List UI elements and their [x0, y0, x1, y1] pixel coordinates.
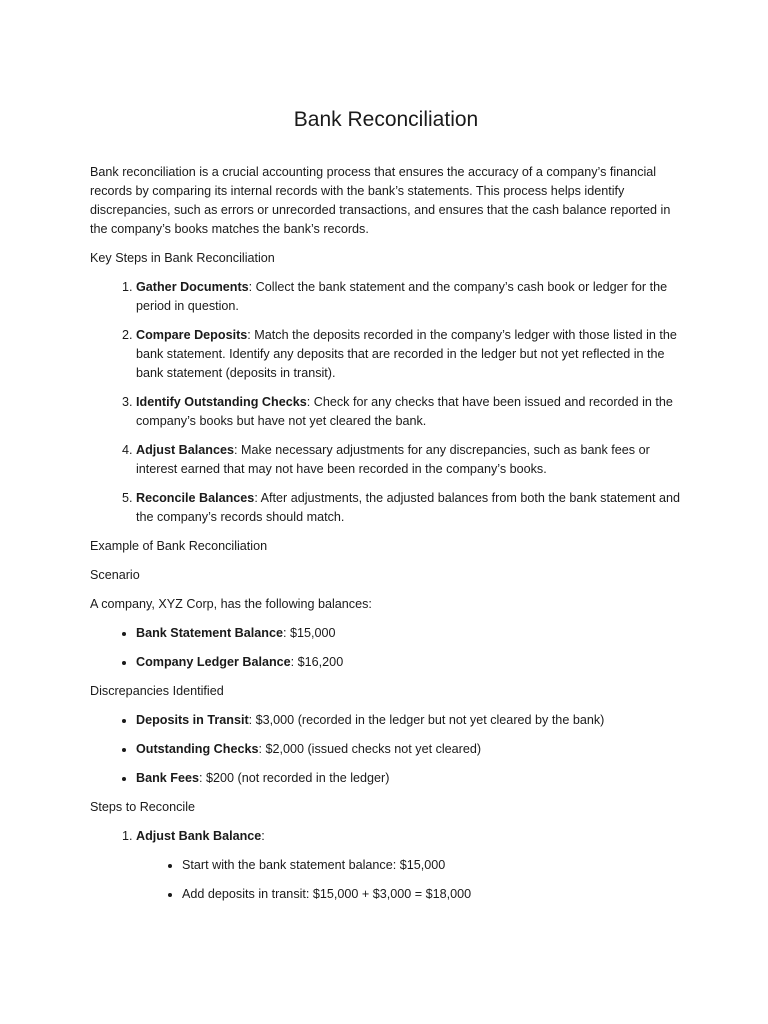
key-step-item: [136, 393, 682, 431]
reconcile-steps-list: [90, 827, 682, 904]
discrepancies-list: [90, 711, 682, 788]
key-step-term: Compare Deposits: [136, 328, 248, 342]
reconcile-step-term: Adjust Bank Balance: [136, 829, 262, 843]
reconcile-substep-item: • Start with the bank statement balance: $15,000: [182, 856, 682, 875]
key-step-text: : After adjustments, the adjusted balances from both the bank statement and the company’s records should match.: [136, 491, 680, 524]
document-body: [90, 163, 682, 914]
discrepancy-term: Outstanding Checks: [136, 742, 259, 756]
key-step-text: : Match the deposits recorded in the company’s ledger with those listed in the bank statement. Identify any deposits that are recorded in the ledger but not yet reflected in the bank statement (deposits in transit).: [136, 328, 677, 380]
key-step-term: Adjust Balances: [136, 443, 234, 457]
balance-item: [136, 624, 682, 643]
balance-term: Company Ledger Balance: [136, 655, 291, 669]
key-step-text: : Collect the bank statement and the company’s cash book or ledger for the period in question.: [136, 280, 668, 313]
scenario-heading: Scenario: [90, 568, 140, 582]
key-steps-list: [90, 278, 682, 527]
discrepancies-heading: Discrepancies Identified: [90, 684, 224, 698]
balance-text: : $16,200: [290, 655, 344, 669]
key-step-text: : Check for any checks that have been issued and recorded in the company’s books but have not yet cleared the bank.: [136, 395, 673, 428]
key-step-item: [136, 441, 682, 479]
balances-list: [90, 624, 682, 672]
intro-paragraph: Bank reconciliation is a crucial accounting process that ensures the accuracy of a company’s financial records by comparing its internal records with the bank’s statements. This process helps identify discrepancies, such as errors or unrecorded transactions, and ensures that the cash balance reported in the company’s books matches the bank’s records.: [90, 165, 671, 236]
reconcile-substep-item: • Add deposits in transit: $15,000 + $3,000 = $18,000: [182, 885, 682, 904]
reconcile-step-item: [136, 827, 682, 904]
balance-text: : $15,000: [282, 626, 336, 640]
key-step-item: [136, 326, 682, 383]
key-steps-heading: Key Steps in Bank Reconciliation: [90, 251, 275, 265]
example-heading: Example of Bank Reconciliation: [90, 539, 268, 553]
key-step-term: Gather Documents: [136, 280, 249, 294]
discrepancy-item: [136, 740, 682, 759]
key-step-term: Identify Outstanding Checks: [136, 395, 307, 409]
key-step-item: [136, 489, 682, 527]
scenario-intro: A company, XYZ Corp, has the following balances:: [90, 597, 372, 611]
discrepancy-text: : $2,000 (issued checks not yet cleared): [258, 742, 482, 756]
balance-term: Bank Statement Balance: [136, 626, 283, 640]
key-step-term: Reconcile Balances: [136, 491, 255, 505]
discrepancy-item: [136, 711, 682, 730]
key-step-item: [136, 278, 682, 316]
discrepancy-term: Deposits in Transit: [136, 713, 249, 727]
reconcile-substeps-list: [136, 856, 682, 904]
key-step-text: : Make necessary adjustments for any discrepancies, such as bank fees or interest earned that may not have been recorded in the company’s books.: [136, 443, 650, 476]
reconcile-heading: Steps to Reconcile: [90, 800, 196, 814]
discrepancy-item: [136, 769, 682, 788]
discrepancy-text: : $200 (not recorded in the ledger): [199, 771, 390, 785]
document-title: Bank Reconciliation: [293, 108, 479, 131]
discrepancy-term: Bank Fees: [136, 771, 199, 785]
balance-item: [136, 653, 682, 672]
reconcile-step-text: :: [261, 829, 265, 843]
discrepancy-text: : $3,000 (recorded in the ledger but not yet cleared by the bank): [248, 713, 605, 727]
